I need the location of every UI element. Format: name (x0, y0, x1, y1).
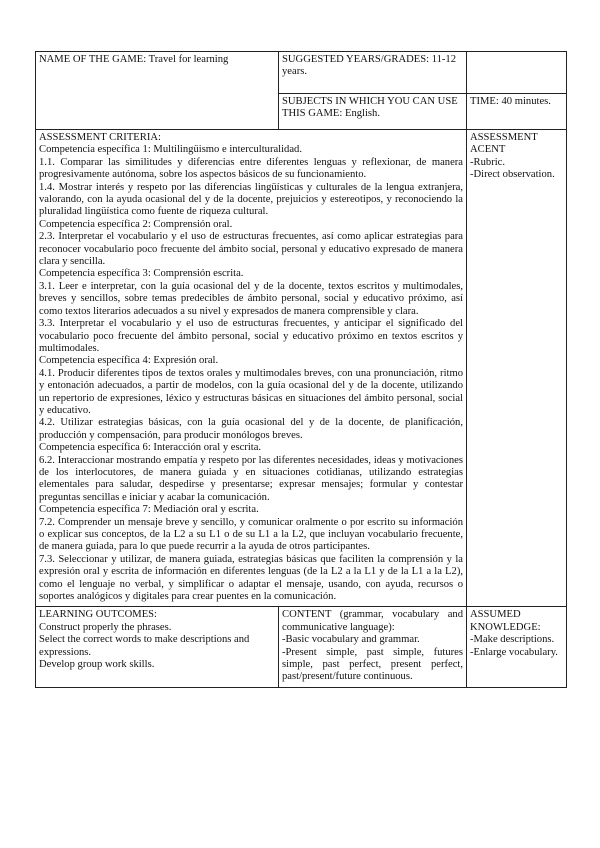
criteria-line: 6.2. Interaccionar mostrando empatía y respeto por las diferentes necesidades, ideas y motivaciones de los interlocutores, de manera guiada y en situaciones cotidianas, utilizando estrategias elementales para saludar, despedirse y presentarse; expresar mensajes; formular y contestar preguntas sencillas e iniciar y acabar la comunicación. (39, 454, 463, 503)
criteria-line: 1.4. Mostrar interés y respeto por las diferencias lingüísticas y culturales de la lengua extranjera, valorando, con la ayuda ocasional del y de la docente, prejuicios y estereotipos, y reconociendo la pluralidad lingüística como fuente de riqueza cultural. (39, 181, 463, 218)
game-name-cell (36, 52, 279, 130)
learning-outcomes-cell (36, 607, 279, 687)
outcome-item: Select the correct words to make descriptions and expressions. (39, 634, 250, 658)
assessment-instrument: -Rubric. (470, 156, 506, 168)
criteria-line: 7.2. Comprender un mensaje breve y sencillo, y comunicar oralmente o por escrito su información o explicar sus conceptos, de la L2 a su L1 o de su L1 a la L2, que incluyan vocabulario frecuente, de manera guiada, para lo que puede recurrir a la ayuda de otros participantes. (39, 516, 463, 553)
criteria-line: 3.1. Leer e interpretar, con la guía ocasional del y de la docente, textos escritos y multimodales, breves y sencillos, sobre temas predecibles de ámbito personal, social y educativo próximo, así como textos literarios adecuados a su nivel y expresados de manera comprensible y clara. (39, 280, 463, 317)
criteria-line: Competencia específica 3: Comprensión escrita. (39, 268, 244, 280)
criteria-line: 3.3. Interpretar el vocabulario y el uso de estructuras frecuentes, y anticipar el significado del vocabulario poco frecuente del ámbito personal, social y educativo próximo en textos escritos y multimodales. (39, 318, 463, 354)
content-heading: CONTENT (grammar, vocabulary and communicative language): (282, 609, 463, 633)
outcomes-heading: LEARNING OUTCOMES: (39, 609, 158, 621)
outcome-item: Develop group work skills. (39, 659, 155, 671)
content-item: -Basic vocabulary and grammar. (282, 634, 420, 646)
empty-cell (467, 52, 567, 94)
subjects-cell (279, 93, 467, 129)
game-name: NAME OF THE GAME: Travel for learning (39, 54, 229, 65)
knowledge-item: -Enlarge vocabulary. (470, 646, 558, 658)
assessment-heading: ASSESSMENT CRITERIA: (39, 132, 161, 143)
content-item: -Present simple, past simple, futures simple, past perfect, present perfect, past/present/future continuous. (282, 646, 463, 683)
criteria-line: 4.1. Producir diferentes tipos de textos orales y multimodales breves, con una pronunciación, ritmo y entonación adecuados, a partir de modelos, con la guía ocasional del y de la docente, utilizando un repertorio de expresiones, léxico y estructuras básicas en situaciones del ámbito personal, social y educativo. (39, 367, 463, 416)
assessment-row (36, 130, 567, 607)
assessment-instruments-cell (467, 130, 567, 607)
knowledge-item: -Make descriptions. (470, 634, 555, 646)
assessment-criteria-cell (36, 130, 467, 607)
game-plan-table (35, 51, 567, 688)
subjects: SUBJECTS IN WHICH YOU CAN USE THIS GAME: English. (282, 95, 458, 119)
criteria-line: 4.2. Utilizar estrategias básicas, con la guía ocasional del y de la docente, de planificación, producción y compensación, para producir monólogos breves. (39, 417, 463, 441)
criteria-line: 1.1. Comparar las similitudes y diferencias entre diferentes lenguas y reflexionar, de manera progresivamente autónoma, sobre los aspectos básicos de su funcionamiento. (39, 156, 463, 181)
criteria-line: 2.3. Interpretar el vocabulario y el uso de estructuras frecuentes, así como aplicar estrategias para reconocer vocabulario poco frecuente del ámbito social, personal y educativo expresado de manera clara y sencilla. (39, 231, 463, 268)
years-cell (279, 52, 467, 94)
criteria-line: Competencia específica 2: Comprensión oral. (39, 218, 233, 230)
criteria-line: Competencia específica 7: Mediación oral y escrita. (39, 504, 259, 516)
time-cell (467, 93, 567, 129)
suggested-years: SUGGESTED YEARS/GRADES: 11-12 years. (282, 54, 457, 78)
assumed-knowledge-cell (467, 607, 567, 687)
criteria-line: Competencia específica 1: Multilingüismo e interculturalidad. (39, 144, 303, 156)
bottom-row (36, 607, 567, 687)
criteria-line: Competencia específica 4: Expresión oral. (39, 355, 219, 367)
criteria-line: Competencia específica 6: Interacción oral y escrita. (39, 442, 262, 454)
time: TIME: 40 minutes. (470, 95, 551, 107)
outcome-item: Construct properly the phrases. (39, 621, 172, 633)
knowledge-heading: ASSUMED KNOWLEDGE: (470, 609, 541, 633)
content-cell (279, 607, 467, 687)
criteria-line: 7.3. Seleccionar y utilizar, de manera guiada, estrategias básicas que faciliten la comprensión y la expresión oral y escrita de información en diferentes lenguas (de la L2 a la L1 y de la L1 a la L2), como el lenguaje no verbal, y simplificar o adaptar el mensaje, usando, con ayuda, recursos o soportes analógicos y digitales para crear puentes en la comunicación. (39, 553, 463, 603)
assessment-side-heading: ASSESSMENT ACENT (470, 132, 538, 156)
header-row-1 (36, 52, 567, 94)
assessment-instrument: -Direct observation. (470, 169, 555, 181)
